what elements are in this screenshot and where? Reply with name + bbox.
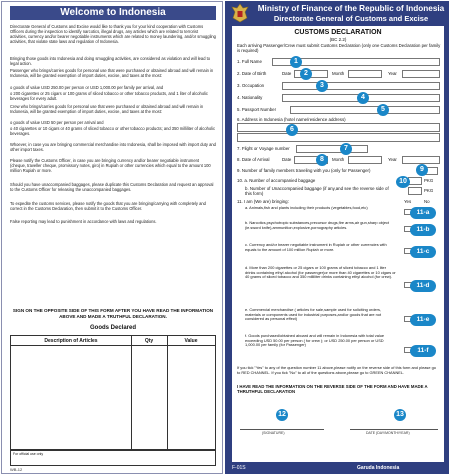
badge-8: 8 — [316, 154, 328, 166]
item-b-text: b. Narcotics,psychotropic substances,precursor drugs,fire arms,air gun,sharp object (ie.sword knife),ammunition,explosive,pornography articles. — [245, 220, 390, 230]
false-report-paragraph: False reporting may lead to punishment in accordance with laws and regulations. — [10, 219, 157, 224]
badge-12: 12 — [276, 409, 288, 421]
badge-4: 4 — [357, 92, 369, 104]
arrival-month-field[interactable] — [348, 156, 382, 164]
badge-2: 2 — [300, 68, 312, 80]
form-title: CUSTOMS DECLARATION — [294, 29, 382, 36]
smuggling-paragraph: Bringing those goods into Indonesia and doing smuggling activities, are considered as violation and will lead to legal action. — [10, 56, 211, 66]
badge-9: 9 — [416, 164, 428, 176]
occupation-label: 3. Occupation — [237, 83, 265, 88]
goods-table[interactable] — [10, 335, 216, 450]
signature-line[interactable] — [240, 429, 324, 430]
badge-11-d: 11-d — [410, 280, 436, 292]
dob-month-field[interactable] — [348, 70, 382, 78]
bringing-label: 11. I am (We are) bringing: — [237, 199, 289, 204]
col-qty: Qty — [131, 336, 167, 346]
crew-tobacco: o 40 cigarettes or 10 cigars or 40 grams of sliced tobacco or other tobacco products; and 350 milliliter of alcoholic beverages. — [10, 126, 216, 136]
item-c-text: c. Currency and/or bearer negotiable instrument in Rupiah or other currencies with equals to the amount of 100 million Rupiah or more. — [245, 242, 387, 252]
flight-field[interactable] — [296, 145, 368, 153]
ministry-header: Ministry of Finance of the Republic of Indonesia — [257, 4, 445, 13]
unacc-baggage-field[interactable] — [408, 187, 422, 195]
crew-paragraph: Crew who brings/carries goods for personal use that were purchased or obtained abroad and will remain in Indonesia, will be granted exemption of import duties, excise, and taxes at the most: — [10, 104, 204, 114]
badge-7: 7 — [340, 143, 352, 155]
badge-6: 6 — [286, 124, 298, 136]
arrival-year-field[interactable] — [402, 156, 440, 164]
occupation-field[interactable] — [282, 82, 440, 90]
address-field-2[interactable] — [237, 133, 440, 142]
item-a-text: a. Animals,fish and plants including their products (vegetables,food,etc) — [245, 205, 368, 210]
dob-date-label: Date — [282, 71, 292, 76]
welcome-title: Welcome to Indonesia — [10, 6, 216, 20]
airline-label: Garuda Indonesia — [357, 465, 400, 471]
commercial-paragraph: Whoever, in case you are bringing commercial merchandise into Indonesia, shall be imposed with import duty and other import taxes. — [10, 142, 216, 152]
channel-instructions: If you tick "Yes" to any of the question number 11 above,please notify on the reverse side of this form and please go to RED CHANNEL. If you tick "No" to all of the questions above,please go to GREEN CHANNEL. — [237, 365, 436, 375]
flight-label: 7. Flight or Voyage number — [237, 146, 290, 151]
badge-11-e: 11-e — [410, 314, 436, 326]
pkg-label-a: PKG — [424, 178, 434, 183]
full-name-label: 1. Full Name — [237, 59, 262, 64]
passport-label: 5. Passport Number — [237, 107, 277, 112]
official-use-box: For official use only — [10, 450, 216, 466]
badge-10: 10 — [396, 176, 410, 188]
form-intro: Each arriving Passenger/Crew must submit Customs Declaration (only one Customs Declaration per family is required) — [237, 43, 441, 53]
passenger-paragraph: Passenger who brings/carries goods for personal use that were purchased or obtained abroad and will remain in Indonesia, will be granted exemption of import duties, excise, and taxes at the most: — [10, 68, 214, 78]
baggage-paragraph: Should you have unaccompanied baggages, please duplicate this Customs Declaration and request an approval to the Customs Officer for releasing the unaccompanied baggages. — [10, 182, 214, 192]
badge-5: 5 — [377, 104, 389, 116]
garuda-emblem-icon — [231, 3, 249, 23]
intro-paragraph: Directorate General of Customs and Excise would like to thank you for your kind cooperation with Customs Officers during the inspection to identify narcotics, illegal drugs, any articles which are related to terrorist activities, currency and/or bearer negotiable instruments which are related to money laundering, and/or smuggling activities, that violate state laws and regulation of Indonesia. — [10, 24, 216, 44]
badge-11-c: 11-c — [410, 246, 436, 258]
yes-header: Yes — [404, 199, 412, 204]
badge-11-a: 11-a — [410, 207, 436, 219]
declaration-statement: I HAVE READ THE INFORMATION ON THE REVERSE SIDE OF THE FORM AND HAVE MADE A THRUTHFUL DECLARATION — [237, 384, 428, 394]
badge-11-f: 11-f — [410, 345, 436, 357]
passenger-goods-value: o goods of value USD 250.00 per person or USD 1,000.00 per family per arrival, and — [10, 85, 164, 90]
form-number: (BC 2.2) — [329, 37, 347, 42]
dob-year-label: Year — [388, 71, 397, 76]
date-caption: DATE (DAY/MONTH/YEAR) — [366, 431, 410, 435]
goods-declared-title: Goods Declared — [89, 325, 136, 331]
pkg-label-b: PKG — [424, 188, 434, 193]
signature-caption: (SIGNATURE) — [262, 431, 285, 435]
no-header: No — [424, 199, 430, 204]
nationality-label: 4. Nationality — [237, 95, 263, 100]
dob-month-label: Month — [332, 71, 345, 76]
item-e-text: e. Commercial merchandise ( articles for sale,sample used for soliciting orders, materials or components used for industrial purposes,and/or goods that are not considered as personal effect) — [245, 307, 382, 322]
customs-form — [232, 26, 444, 462]
table-divider — [131, 336, 132, 449]
acc-baggage-field[interactable] — [408, 177, 422, 185]
badge-13: 13 — [394, 409, 406, 421]
table-divider — [167, 336, 168, 449]
badge-1: 1 — [290, 56, 302, 68]
form-code-right: F-01S — [232, 465, 246, 471]
badge-3: 3 — [316, 80, 328, 92]
arrival-date-label: Date — [282, 157, 292, 162]
family-label: 9. Number of family members traveling with you (only for Passenger) — [237, 168, 371, 173]
address-label: 6. Address in Indonesia (hotel name/residence address) — [237, 117, 346, 122]
col-description: Description of Articles — [11, 336, 131, 346]
sign-notice: SIGN ON THE OPPOSITE SIDE OF THIS FORM AFTER YOU HAVE READ THE INFORMATION ABOVE AND MADE A TRUTHFUL DECLARATION. — [12, 308, 214, 319]
form-code-left: WB-12 — [10, 467, 23, 472]
address-field-1[interactable] — [237, 123, 440, 132]
currency-paragraph: Please notify the Customs Officer, in case you are bringing currency and/or bearer negotiable instrument (cheque, traveller cheque, promissory notes, giro) in Rupiah or other currencies which equal to the amount 100 million Rupiah or more. — [10, 158, 211, 173]
item-d-text: d. More than 200 cigarettes or 25 cigars or 100 grams of sliced tobacco and 1 liter drinks containing ethyl alcohol (for passenger)or more than 40 cigarettes or 10 cigars or 40 grams of sliced tobacco and 350 milliliter drinks containing ethyl alcohol (for crew). — [245, 265, 396, 280]
acc-baggage-label: 10. a. Number of accompanied baggage — [237, 178, 316, 183]
directorate-header: Directorate General of Customs and Excise — [273, 14, 429, 23]
arrival-month-label: Month — [332, 157, 345, 162]
unacc-baggage-label: b. Number of Unaccompanied baggage (if any,and see the reverse side of this form) — [245, 186, 389, 196]
arrival-label: 8. Date of Arrival — [237, 157, 270, 162]
dob-label: 2. Date of Birth — [237, 71, 267, 76]
arrival-year-label: Year — [388, 157, 397, 162]
date-line[interactable] — [350, 429, 438, 430]
info-panel — [1, 1, 223, 474]
badge-11-b: 11-b — [410, 224, 436, 236]
crew-goods-value: o goods of value USD 50 per person per arrival and — [10, 120, 104, 125]
passport-field[interactable] — [290, 106, 440, 114]
col-value: Value — [167, 336, 215, 346]
expedite-paragraph: To expedite the customs services, please notify the goods that you are bringing/carrying with completely and correct in the Customs Declaration, then submit it to the Customs Officer. — [10, 201, 206, 211]
item-f-text: f. Goods purchased/obtained aboard and will remain in Indonesia with total value exceeding USD 50.00 per person ( for crew ); or USD 250.00 per person or USD 1,000.00 per family (for Passenger) — [245, 333, 385, 348]
passenger-tobacco: o 200 cigarettes or 25 cigars or 100 grams of sliced tobacco or other tobacco products, and 1 liter of alcoholic beverages for every adult. — [10, 91, 208, 101]
dob-year-field[interactable] — [402, 70, 440, 78]
